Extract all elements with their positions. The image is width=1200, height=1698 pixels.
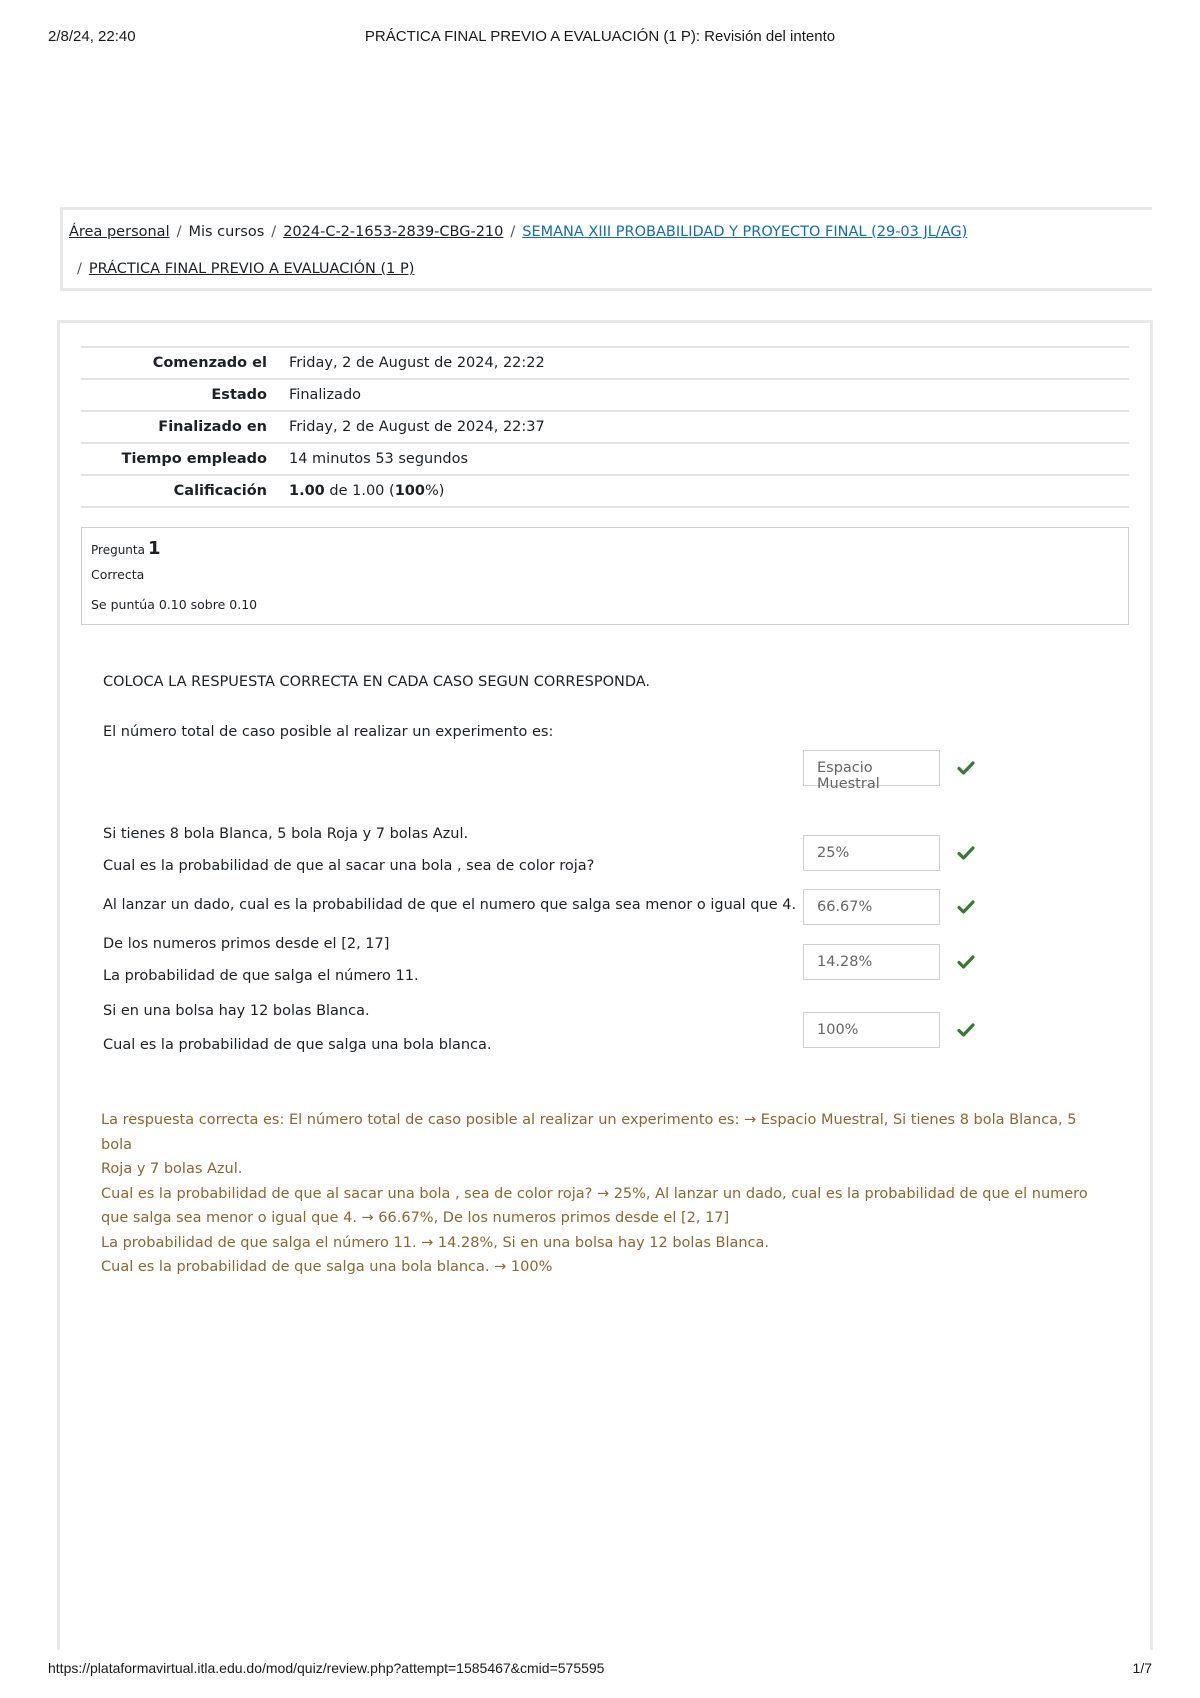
question-label: Pregunta xyxy=(91,543,145,557)
question-item-text: El número total de caso posible al realizar un experimento es: xyxy=(103,724,554,740)
question-instruction: COLOCA LA RESPUESTA CORRECTA EN CADA CASO SEGUN CORRESPONDA. xyxy=(103,674,651,690)
question-item-text: La probabilidad de que salga el número 11. xyxy=(103,968,419,984)
summary-row xyxy=(81,443,1129,475)
summary-label: Calificación xyxy=(81,475,281,507)
print-date: 2/8/24, 22:40 xyxy=(48,28,136,45)
grade-of: de 1.00 ( xyxy=(329,483,395,499)
question-number-value: 1 xyxy=(147,538,161,559)
summary-label: Comenzado el xyxy=(81,347,281,379)
question-state: Correcta xyxy=(91,567,145,582)
summary-row xyxy=(81,379,1129,411)
summary-label: Finalizado en xyxy=(81,411,281,443)
correct-check-icon xyxy=(957,759,975,777)
feedback-line: Cual es la probabilidad de que salga una bola blanca. → 100% xyxy=(101,1259,553,1275)
feedback-line: La probabilidad de que salga el número 11. → 14.28%, Si en una bolsa hay 12 bolas Blanca. xyxy=(101,1234,770,1251)
answer-dropdown[interactable]: 25% xyxy=(803,835,940,871)
grade-suffix: %) xyxy=(424,483,445,499)
breadcrumb-separator: / xyxy=(77,261,82,277)
summary-row xyxy=(81,475,1129,507)
summary-label: Tiempo empleado xyxy=(81,443,281,475)
grade-percent: 100 xyxy=(394,483,425,499)
summary-value: Friday, 2 de August de 2024, 22:37 xyxy=(281,411,1129,443)
question-item-text: Si en una bolsa hay 12 bolas Blanca. xyxy=(103,1003,370,1019)
print-page-number: 1/7 xyxy=(1132,1660,1152,1676)
breadcrumb-item-quiz[interactable]: PRÁCTICA FINAL PREVIO A EVALUACIÓN (1 P) xyxy=(88,261,415,277)
breadcrumb-separator: / xyxy=(510,224,516,240)
feedback-line: La respuesta correcta es: El número total de caso posible al realizar un experimento es: → Espacio Muestral, Si tienes 8 bola Blanca, 5 bola xyxy=(101,1112,1077,1153)
correct-answer-feedback xyxy=(101,1108,1101,1280)
breadcrumb-item-course[interactable]: 2024-C-2-1653-2839-CBG-210 xyxy=(283,224,504,240)
summary-row xyxy=(81,411,1129,443)
correct-check-icon xyxy=(957,1021,975,1039)
question-item-text: Si tienes 8 bola Blanca, 5 bola Roja y 7 bolas Azul. xyxy=(103,826,469,842)
grade-score: 1.00 xyxy=(289,483,325,499)
print-url: https://plataformavirtual.itla.edu.do/mod/quiz/review.php?attempt=1585467&cmid=575595 xyxy=(48,1660,605,1676)
answer-dropdown[interactable]: 14.28% xyxy=(803,944,940,980)
summary-label: Estado xyxy=(81,379,281,411)
breadcrumb-line-1 xyxy=(69,224,967,240)
breadcrumb-item-mis-cursos: Mis cursos xyxy=(188,224,265,240)
summary-value: Friday, 2 de August de 2024, 22:22 xyxy=(281,347,1129,379)
breadcrumb-item-area-personal[interactable]: Área personal xyxy=(69,224,170,240)
question-number xyxy=(91,538,161,559)
summary-value: 14 minutos 53 segundos xyxy=(281,443,1129,475)
answer-dropdown[interactable]: Espacio Muestral xyxy=(803,750,940,786)
feedback-line: Roja y 7 bolas Azul. xyxy=(101,1161,243,1177)
question-item-text: De los numeros primos desde el [2, 17] xyxy=(103,936,390,952)
summary-value: Finalizado xyxy=(281,379,1129,411)
feedback-line: Cual es la probabilidad de que al sacar una bola , sea de color roja? → 25%, Al lanzar un dado, cual es la probabilidad de que el numero xyxy=(101,1185,1088,1202)
question-item-text: Al lanzar un dado, cual es la probabilidad de que el numero que salga sea menor o igual que 4. xyxy=(103,897,797,913)
correct-check-icon xyxy=(957,844,975,862)
breadcrumb-separator: / xyxy=(176,224,182,240)
correct-check-icon xyxy=(957,898,975,916)
print-title: PRÁCTICA FINAL PREVIO A EVALUACIÓN (1 P): Revisión del intento xyxy=(364,28,836,45)
correct-check-icon xyxy=(957,953,975,971)
breadcrumb-line-2 xyxy=(77,261,414,277)
breadcrumb xyxy=(60,207,1152,291)
attempt-summary-table xyxy=(81,346,1129,508)
print-footer xyxy=(48,1660,1152,1680)
feedback-line: que salga sea menor o igual que 4. → 66.67%, De los numeros primos desde el [2, 17] xyxy=(101,1210,730,1226)
answer-dropdown[interactable]: 66.67% xyxy=(803,889,940,925)
question-grade: Se puntúa 0.10 sobre 0.10 xyxy=(91,597,258,612)
summary-row xyxy=(81,347,1129,379)
question-item-text: Cual es la probabilidad de que salga una bola blanca. xyxy=(103,1037,492,1053)
quiz-review-region xyxy=(57,320,1153,1650)
answer-dropdown[interactable]: 100% xyxy=(803,1012,940,1048)
summary-grade-value xyxy=(281,475,1129,507)
breadcrumb-item-section[interactable]: SEMANA XIII PROBABILIDAD Y PROYECTO FINAL (29-03 JL/AG) xyxy=(522,224,968,240)
print-header xyxy=(48,28,1152,48)
breadcrumb-separator: / xyxy=(271,224,277,240)
question-info xyxy=(81,527,1129,625)
question-item-text: Cual es la probabilidad de que al sacar una bola , sea de color roja? xyxy=(103,858,595,874)
